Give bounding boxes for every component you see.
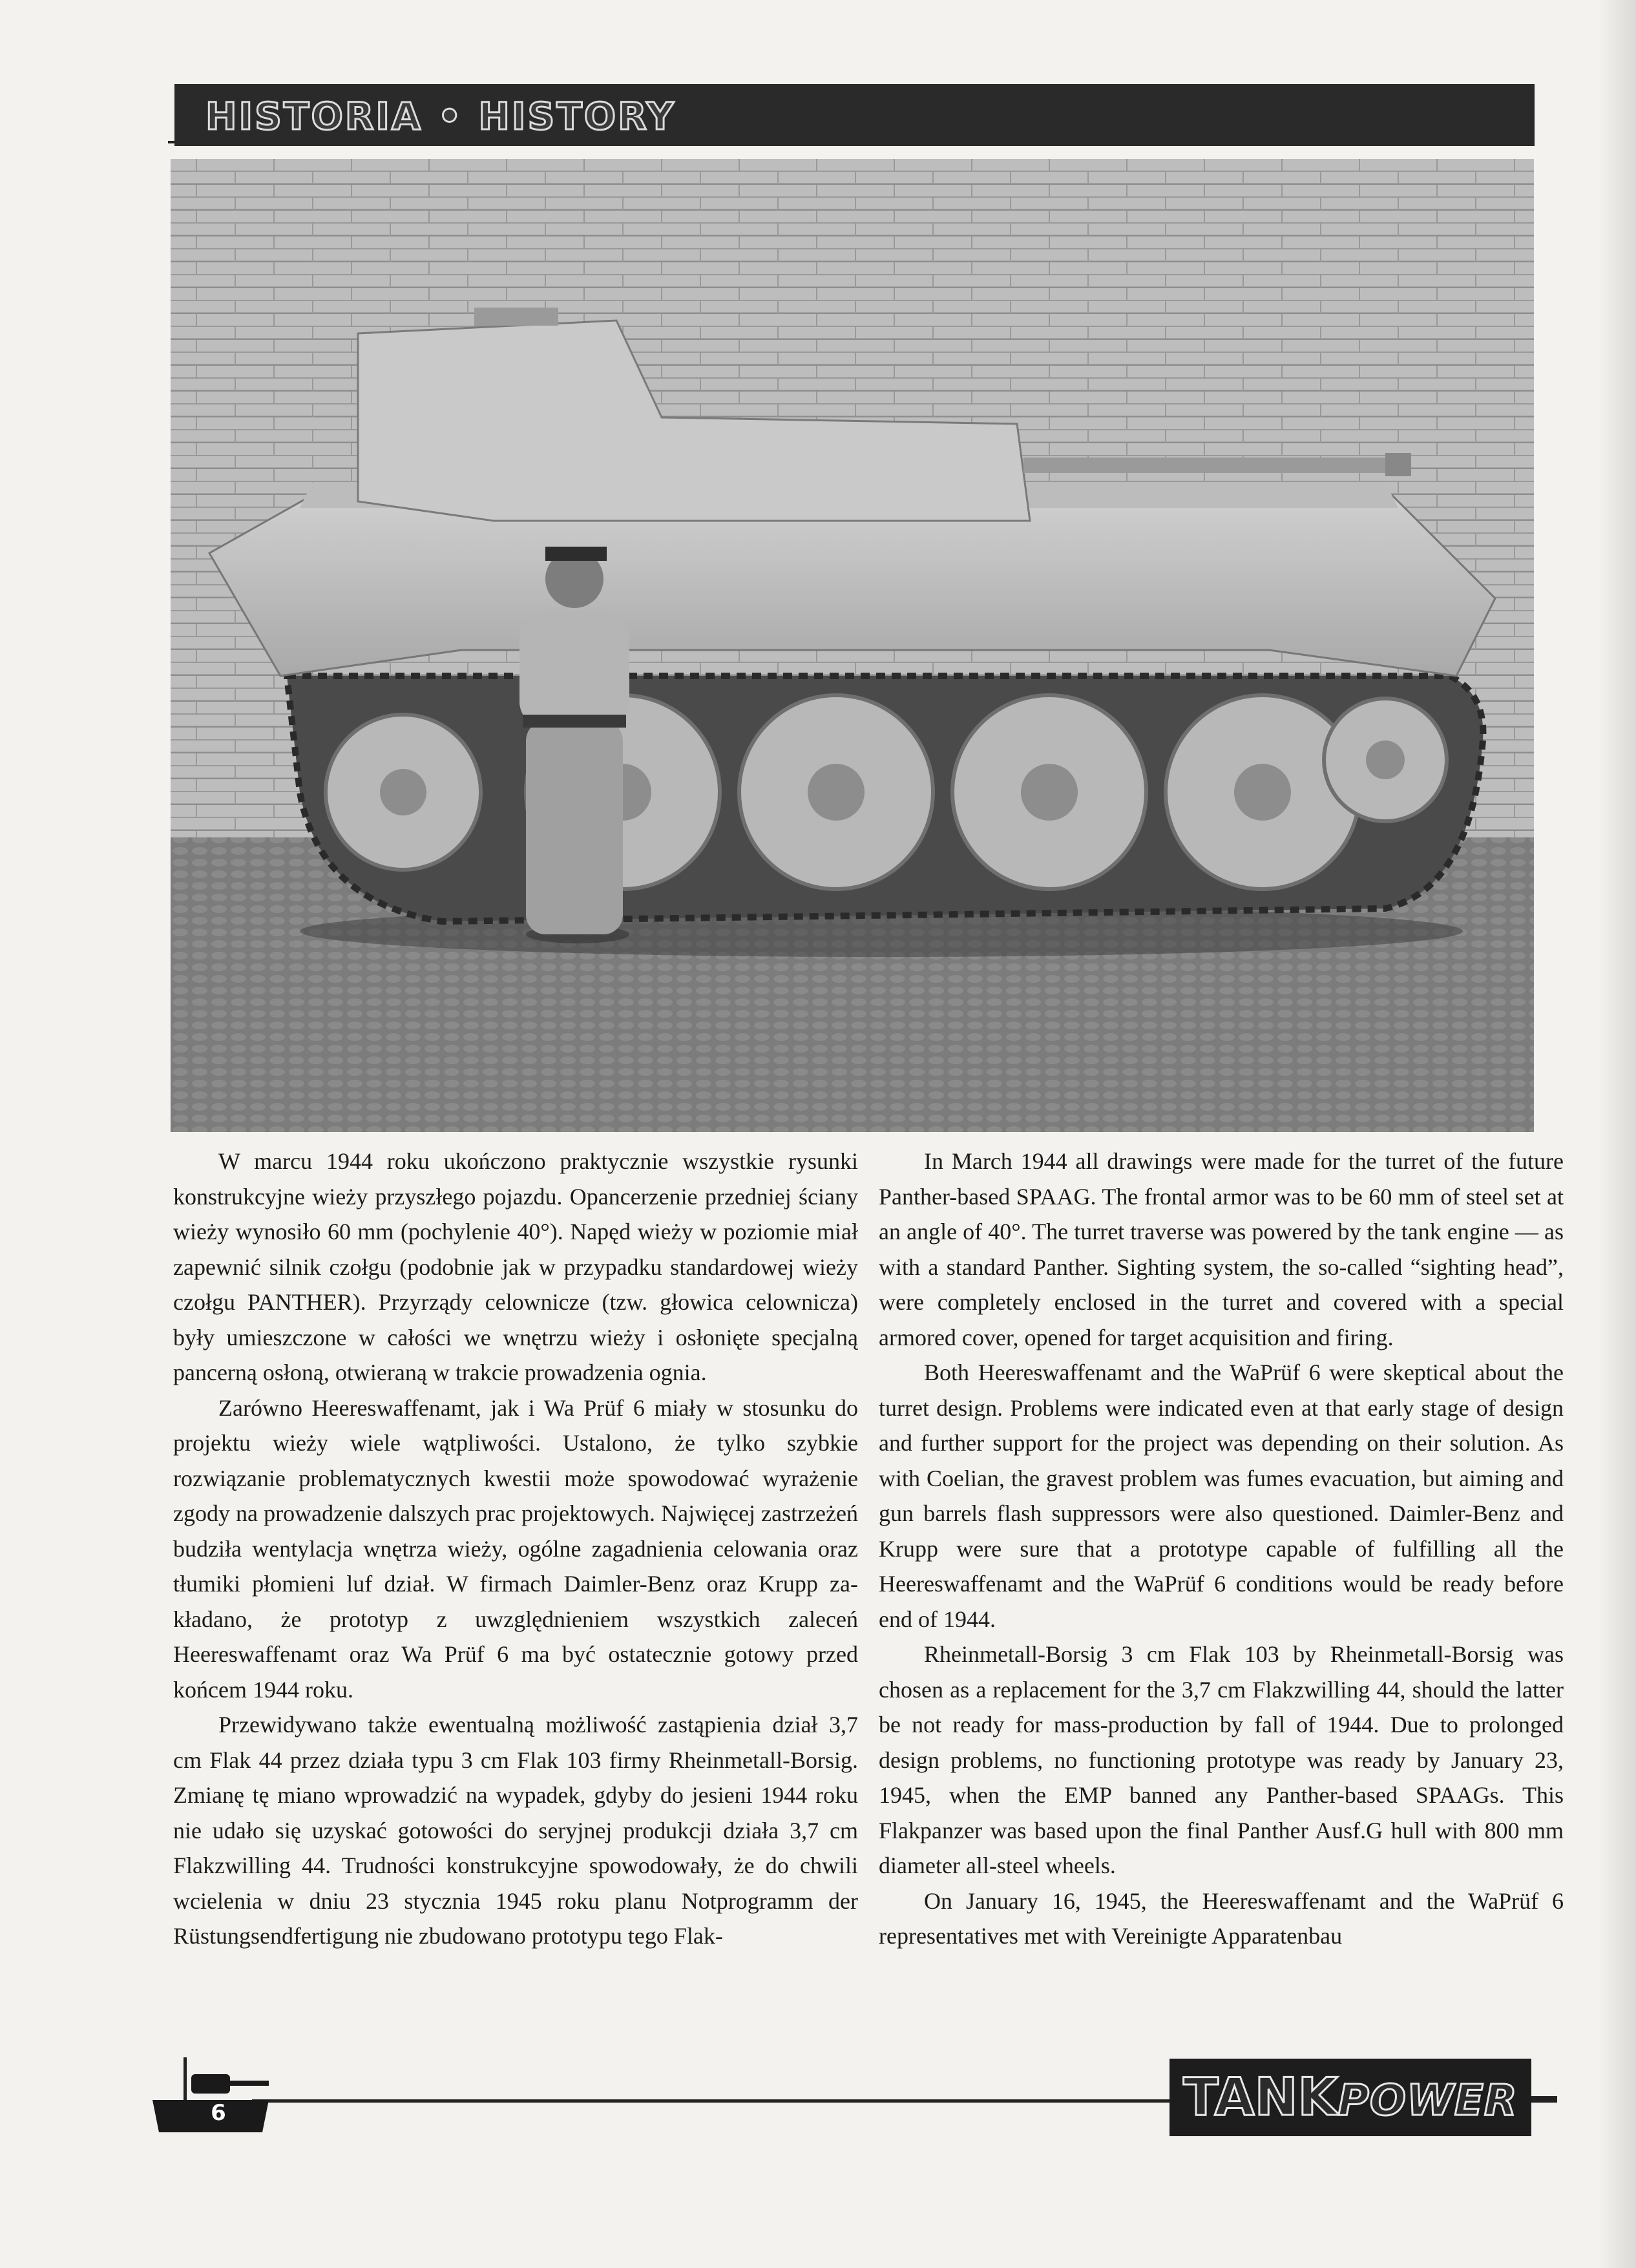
paragraph: Both Heereswaffenamt and the WaPrüf 6 were skeptical about the turret design. Problems were indicated even at that early stage of design and further support for the project was depending on their solution. As with Coelian, the gravest problem was fumes evacuation, but aiming and gun barrels flash suppressors were also questioned. Daimler-Benz and Krupp were sure that a prototype capable of fulfilling all the Heereswaffenamt and the WaPrüf 6 conditions would be ready before end of 1944. — [879, 1360, 1564, 1632]
paragraph: W marcu 1944 roku ukończono praktycznie wszystkie rysunki konstrukcyjne wieży przyszłego pojazdu. Opancerzenie przedniej ściany wieży wynosiło 60 mm (pochylenie 40°). Napęd wieży w poziomie miał zapewnić silnik czołgu (podobnie jak w przypadku standardowej wieży czołgu PANTHER). Przyrządy celownicze (tzw. głowica celownicza) były umieszczone w całości we wnętrzu wieży i osłonięte specjalną pancerną osłoną, otwieraną w trakcie prowadzenia ognia. — [173, 1148, 858, 1385]
section-title: HISTORIA • HISTORY — [205, 94, 676, 138]
paragraph: Zarówno Heereswaffenamt, jak i Wa Prüf 6 miały w stosunku do projektu wieży wiele wątpliwości. Ustalono, że tylko szybkie rozwiązanie problematycznych kwestii może spowodować wyrażenie zgody na prowadzenie dalszych prac projektowych. Najwięcej zastrzeżeń budziła wentylacja wnętrza wieży, ogólne zagadnienia celowania oraz tłumiki płomieni luf dział. W firmach Daimler-Benz oraz Krupp zakładano, że prototyp z uwzględnieniem wszystkich zaleceń Heereswaffenamt oraz Wa Prüf 6 ma być ostatecznie gotowy przed końcem 1944 roku. — [173, 1394, 858, 1703]
tank-power-logo — [1169, 2059, 1531, 2136]
paragraph: Przewidywano także ewentualną możliwość zastąpienia dział 3,7 cm Flak 44 przez działa typu 3 cm Flak 103 firmy Rheinmetall-Borsig. Zmianę tę miano wprowadzić na wypadek, gdyby do jesieni 1944 roku nie udało się uzyskać gotowości do seryjnej produkcji działa 3,7 cm Flakzwilling 44. Trudności konstrukcyjne spowodowały, że do chwili wcielenia w dniu 23 stycznia 1945 roku planu Notprogramm der Rüstungsendfertigung nie zbudowano prototypu tego Flak- — [173, 1712, 858, 1949]
paragraph: On January 16, 1945, the Heereswaffenamt and the WaPrüf 6 representatives met with Vereinigte Apparatenbau — [879, 1887, 1564, 1949]
polish-text-column — [173, 1144, 858, 2052]
paragraph: In March 1944 all drawings were made for the turret of the future Panther-based SPAAG. The frontal armor was to be 60 mm of steel set at an angle of 40°. The turret traverse was powered by the tank engine — as with a standard Panther. Sighting system, the so-called “sighting head”, were completely enclosed in the turret and covered with a special armored cover, opened for target acquisition and firing. — [879, 1148, 1564, 1350]
logo-power-text: POWER — [1337, 2075, 1518, 2125]
tank-photograph — [171, 159, 1534, 1132]
english-text-column — [879, 1144, 1564, 2052]
paragraph: Rheinmetall-Borsig 3 cm Flak 103 by Rheinmetall-Borsig was chosen as a replacement for the 3,7 cm Flakzwilling 44, should the latter be not ready for mass-production by fall of 1944. Due to prolonged design problems, no functioning prototype was ready by January 23, 1945, when the EMP banned any Panther-based SPAAGs. This Flakpanzer was based upon the final Panther Ausf.G hull with 800 mm diameter all-steel wheels. — [879, 1641, 1564, 1878]
logo-tank-text: TANK — [1183, 2067, 1338, 2127]
footer-rule-end — [1531, 2096, 1557, 2099]
page-number: 6 — [211, 2100, 226, 2126]
page-edge-shadow — [1597, 0, 1636, 2268]
